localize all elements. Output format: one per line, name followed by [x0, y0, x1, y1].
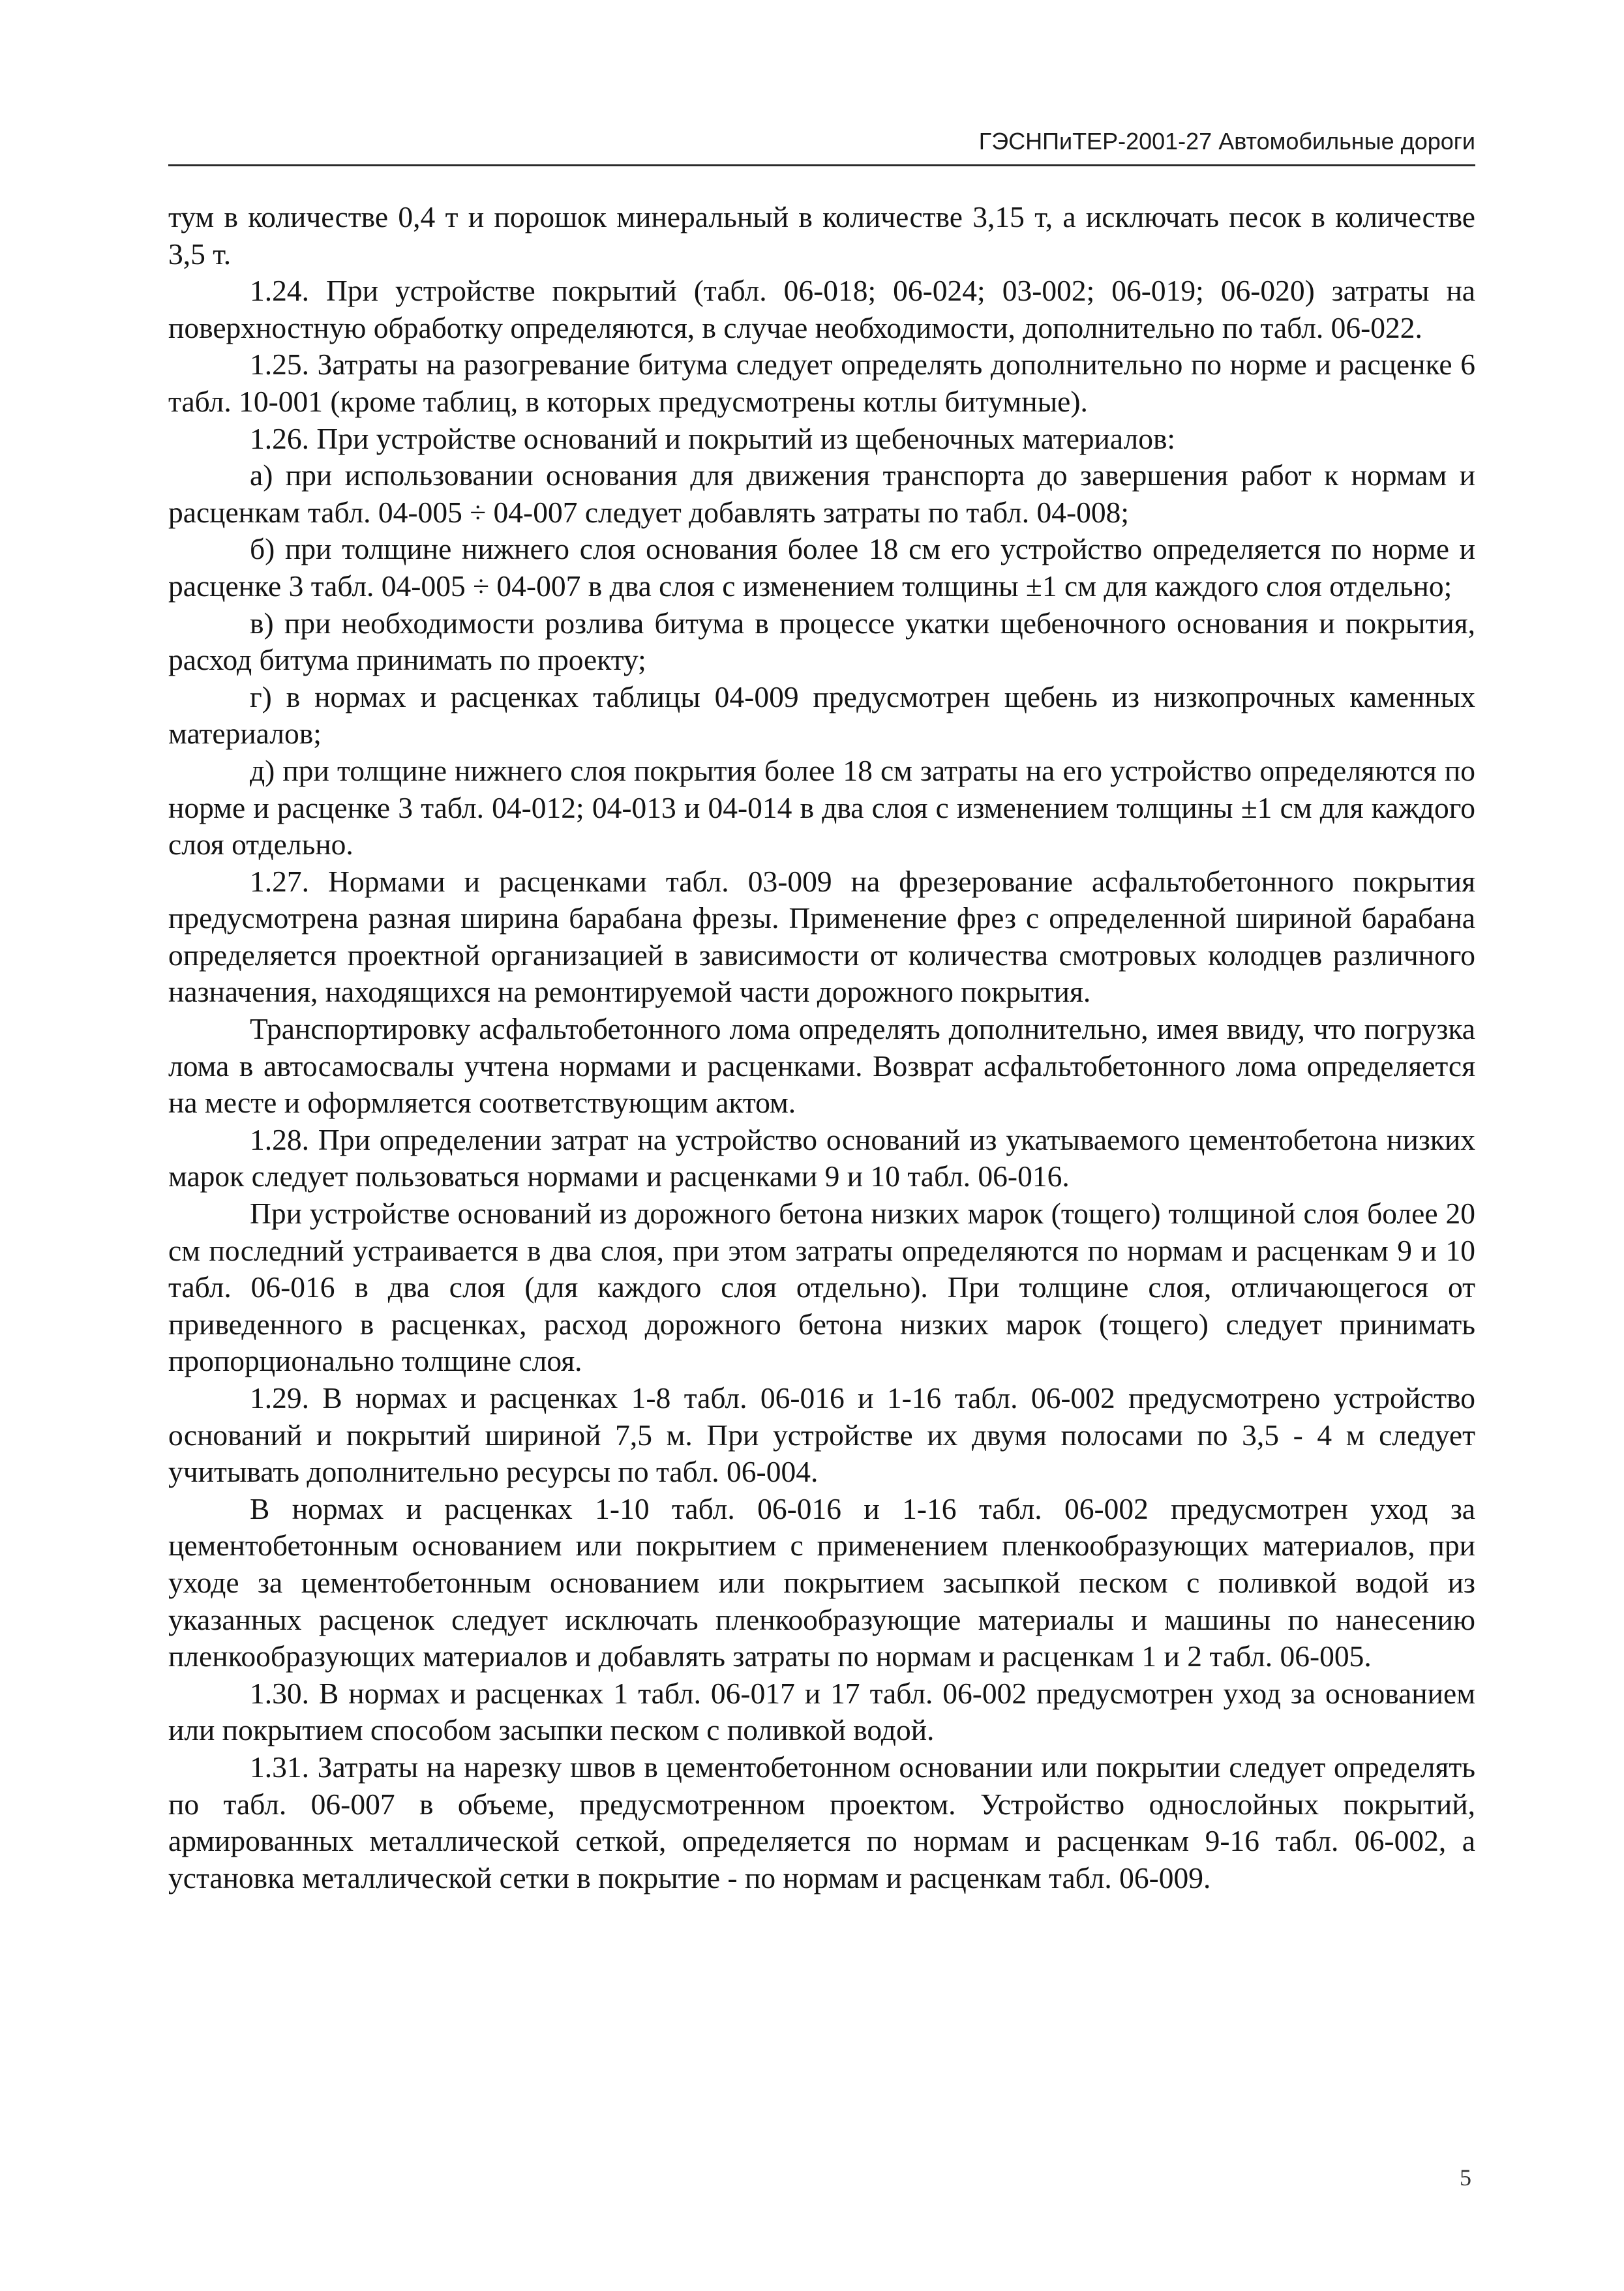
list-item-a: а) при использовании основания для движения транспорта до завершения работ к нормам и расценкам табл. 04-005 ÷ 04-007 следует добавлять затраты по табл. 04-008;: [168, 458, 1475, 529]
paragraph-1-24: 1.24. При устройстве покрытий (табл. 06-018; 06-024; 03-002; 06-019; 06-020) затраты на поверхностную обработку определяются, в случае необходимости, дополнительно по табл. 06-022.: [168, 274, 1475, 344]
list-item-d: д) при толщине нижнего слоя покрытия более 18 см затраты на его устройство определяются по норме и расценке 3 табл. 04-012; 04-013 и 04-014 в два слоя с изменением толщины ±1 см для каждого слоя отдельно.: [168, 753, 1475, 861]
paragraph-1-26: 1.26. При устройстве оснований и покрытий из щебеночных материалов:: [250, 421, 1176, 455]
paragraph-1-31: 1.31. Затраты на нарезку швов в цементобетонном основании или покрытии следует определять по табл. 06-007 в объеме, предусмотренном проектом. Устройство однослойных покрытий, армированных металлической сеткой, определяется по нормам и расценкам 9-16 табл. 06-002, а установка металлической сетки в покрытие - по нормам и расценкам табл. 06-009.: [168, 1750, 1475, 1894]
paragraph-continuation: тум в количестве 0,4 т и порошок минеральный в количестве 3,15 т, а исключать песок в количестве 3,5 т.: [168, 200, 1475, 271]
paragraph-1-25: 1.25. Затраты на разогревание битума следует определять дополнительно по норме и расценке 6 табл. 10-001 (кроме таблиц, в которых предусмотрены котлы битумные).: [168, 348, 1475, 418]
paragraph-curing: В нормах и расценках 1-10 табл. 06-016 и 1-16 табл. 06-002 предусмотрен уход за цементобетонным основанием или покрытием с применением пленкообразующих материалов, при уходе за цементобетонным основанием или покрытием засыпкой песком с поливкой водой из указанных расценок следует исключать пленкообразующие материалы и машины по нанесению пленкообразующих материалов и добавлять затраты по нормам и расценкам 1 и 2 табл. 06-005.: [168, 1491, 1475, 1673]
paragraph-lean-concrete: При устройстве оснований из дорожного бетона низких марок (тощего) толщиной слоя более 20 см последний устраивается в два слоя, при этом затраты определяются по нормам и расценкам 9 и 10 табл. 06-016 в два слоя (для каждого слоя отдельно). При толщине слоя, отличающегося от приведенного в расценках, расход дорожного бетона низких марок (тощего) следует принимать пропорционально толщине слоя.: [168, 1197, 1475, 1378]
paragraph-1-30: 1.30. В нормах и расценках 1 табл. 06-017 и 17 табл. 06-002 предусмотрен уход за основанием или покрытием способом засыпки песком с поливкой водой.: [168, 1676, 1475, 1747]
list-item-g: г) в нормах и расценках таблицы 04-009 предусмотрен щебень из низкопрочных каменных материалов;: [168, 680, 1475, 751]
list-item-b: б) при толщине нижнего слоя основания более 18 см его устройство определяется по норме и расценке 3 табл. 04-005 ÷ 04-007 в два слоя с изменением толщины ±1 см для каждого слоя отдельно;: [168, 532, 1475, 603]
body-text: [168, 199, 1475, 1896]
list-item-v: в) при необходимости розлива битума в процессе укатки щебеночного основания и покрытия, расход битума принимать по проекту;: [168, 606, 1475, 677]
paragraph-1-29: 1.29. В нормах и расценках 1-8 табл. 06-016 и 1-16 табл. 06-002 предусмотрено устройство оснований и покрытий шириной 7,5 м. При устройстве их двумя полосами по 3,5 - 4 м следует учитывать дополнительно ресурсы по табл. 06-004.: [168, 1381, 1475, 1489]
header-rule: [168, 164, 1475, 166]
running-header: ГЭСНПиТЕР-2001-27 Автомобильные дороги: [978, 128, 1475, 155]
paragraph-1-27: 1.27. Нормами и расценками табл. 03-009 на фрезерование асфальтобетонного покрытия предусмотрена разная ширина барабана фрезы. Применение фрез с определенной шириной барабана определяется проектной организацией в зависимости от количества смотровых колодцев различного назначения, находящихся на ремонтируемой части дорожного покрытия.: [168, 864, 1475, 1009]
paragraph-transport: Транспортировку асфальтобетонного лома определять дополнительно, имея ввиду, что погрузка лома в автосамосвалы учтена нормами и расценками. Возврат асфальтобетонного лома определяется на месте и оформляется соответствующим актом.: [168, 1012, 1475, 1120]
paragraph-1-28: 1.28. При определении затрат на устройство оснований из укатываемого цементобетона низких марок следует пользоваться нормами и расценками 9 и 10 табл. 06-016.: [168, 1122, 1475, 1193]
page-number: 5: [1460, 2164, 1471, 2191]
